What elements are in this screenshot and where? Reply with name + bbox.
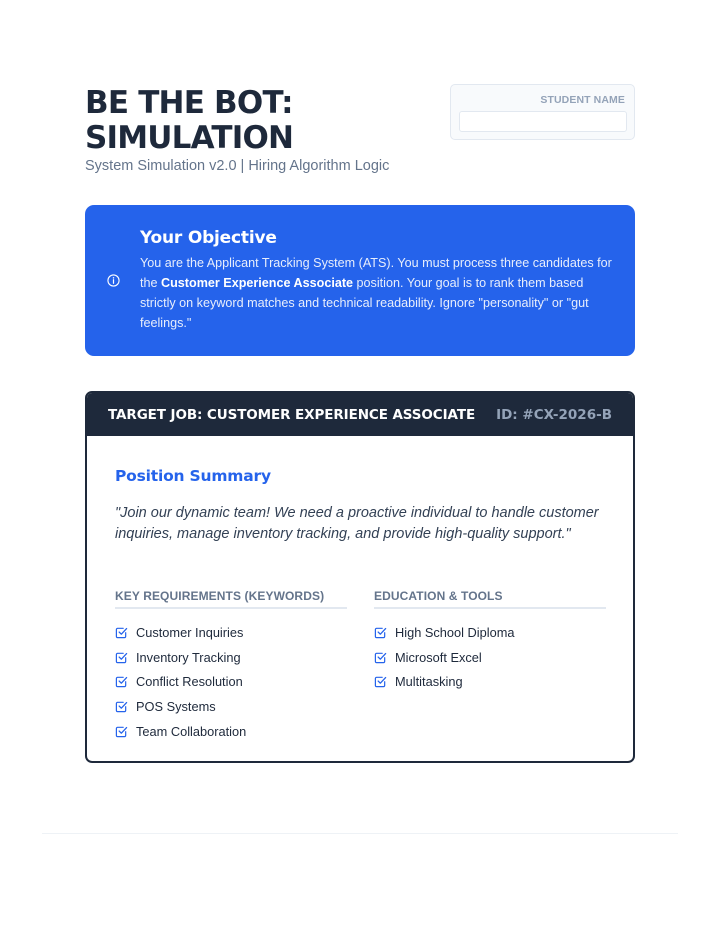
education-label: High School Diploma [395,624,515,640]
checkbox-checked-icon [115,700,128,713]
list-item [115,719,347,744]
requirement-label: Inventory Tracking [136,649,241,665]
checkbox-checked-icon [374,651,387,664]
checkbox-checked-icon [115,725,128,738]
page-title: BE THE BOT: SIMULATION [85,85,294,156]
objective-text-end: position. Your goal is to rank them based strictly on keyword matches and technical readability. Ignore "personality" or "gut feelings." [140,276,589,330]
requirement-label: Conflict Resolution [136,674,243,690]
requirement-label: POS Systems [136,699,216,715]
list-item [374,645,606,670]
requirement-label: Team Collaboration [136,724,247,740]
requirements-heading: KEY REQUIREMENTS (KEYWORDS) [115,589,347,609]
position-summary-title: Position Summary [115,467,271,485]
objective-text-start: You are the Applicant Tracking System (ATS). You must process three candidates for the [140,256,612,290]
education-label: Microsoft Excel [395,649,482,665]
student-name-box [450,84,635,140]
info-icon [107,274,120,287]
page-divider [42,833,678,834]
education-list [374,620,606,694]
list-item [115,694,347,719]
requirements-list [115,620,347,744]
job-card-header [87,393,633,436]
requirement-label: Customer Inquiries [136,624,244,640]
education-heading: EDUCATION & TOOLS [374,589,606,609]
objective-job-name: Customer Experience Associate [161,276,354,290]
page-subtitle: System Simulation v2.0 | Hiring Algorithm Logic [85,158,390,174]
list-item [115,620,347,645]
job-title: TARGET JOB: CUSTOMER EXPERIENCE ASSOCIATE [108,406,476,423]
checkbox-checked-icon [374,675,387,688]
objective-title: Your Objective [140,228,277,248]
requirements-column [115,589,347,744]
target-job-card [85,391,635,763]
objective-panel [85,205,635,356]
objective-text [140,253,620,333]
list-item [115,645,347,670]
checkbox-checked-icon [115,651,128,664]
job-id: ID: #CX-2026-B [496,406,612,423]
list-item [115,670,347,695]
education-column [374,589,606,694]
checkbox-checked-icon [115,675,128,688]
education-label: Multitasking [395,674,463,690]
list-item [374,670,606,695]
list-item [374,620,606,645]
position-summary-quote: "Join our dynamic team! We need a proactive individual to handle customer inquiries, manage inventory tracking, and provide high-quality support." [115,505,599,542]
student-name-label: STUDENT NAME [540,94,625,106]
checkbox-checked-icon [115,626,128,639]
checkbox-checked-icon [374,626,387,639]
student-name-input[interactable] [459,111,627,132]
